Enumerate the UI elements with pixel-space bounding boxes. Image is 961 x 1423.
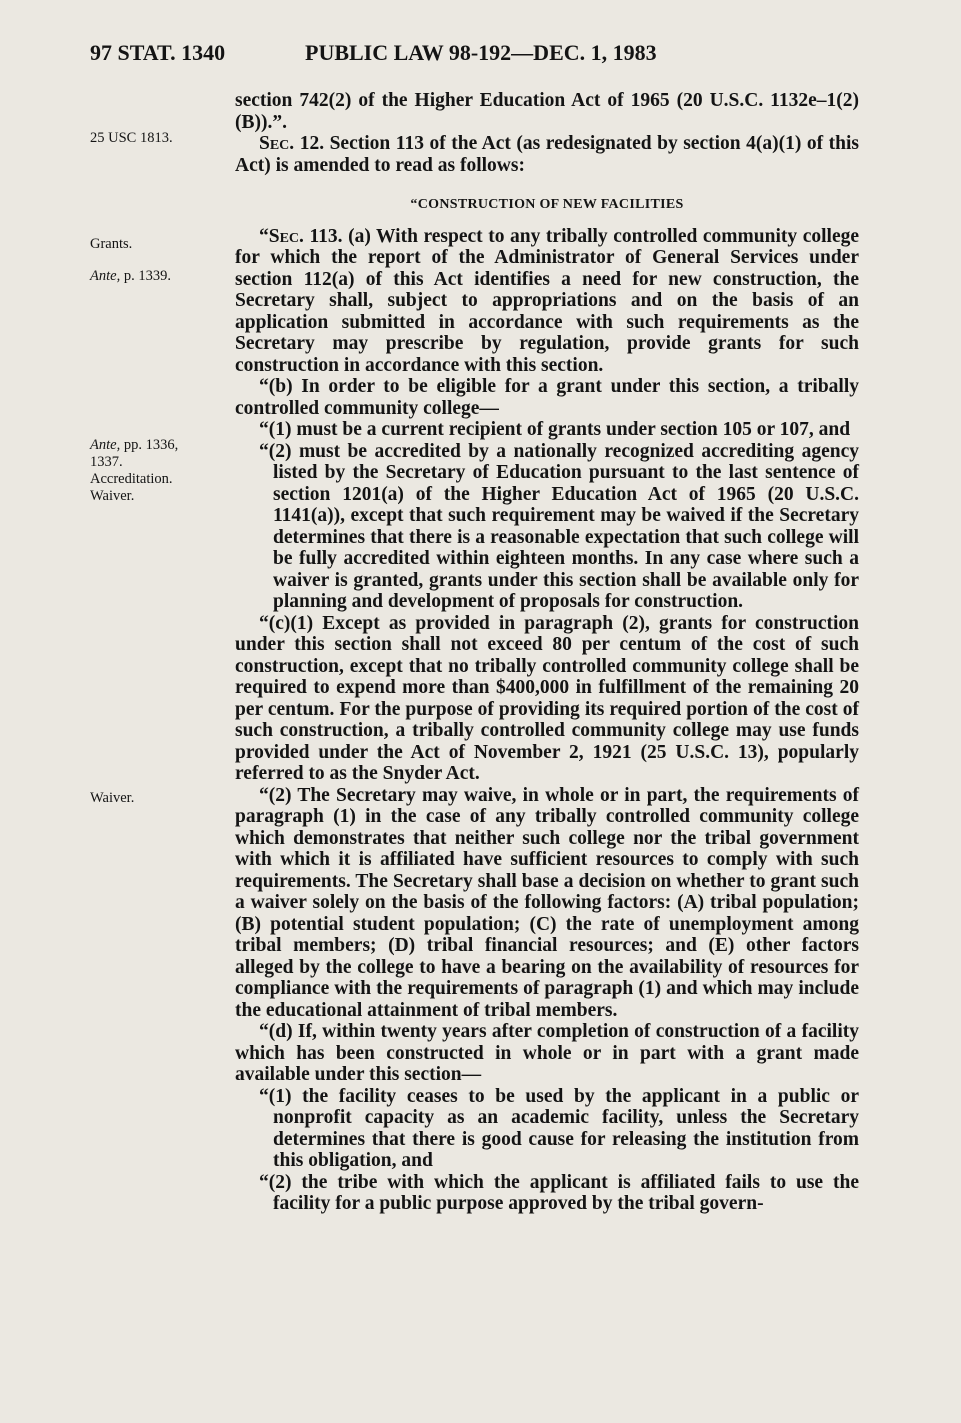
ante-label: Ante, bbox=[90, 268, 121, 284]
margin-note-waiver: Waiver. bbox=[90, 488, 135, 504]
page-header bbox=[90, 40, 861, 70]
margin-note-ante-1339 bbox=[90, 268, 230, 285]
section-text: 113. (a) With respect to any tribally controlled community college for which the report of the Administrator of General Services under section 112(a) of this Act identifies a need for new construction, the Secretary shall, subject to appropriations and on the basis of an application submitted in accordance with such requirements as the Secretary may prescribe by regulation, provide grants for such construction in accordance with this section. bbox=[235, 225, 859, 376]
paragraph-section-12 bbox=[235, 133, 859, 176]
paragraph-b-2: “(2) must be accredited by a nationally recognized accrediting agency listed by the Secretary of Education pursuant to the last sentence of section 1201(a) of the Higher Education Act of 1965 (20 U.S.C. 1141(a)), except that such requirement may be waived if the Secretary determines that there is a reasonable expectation that such college will be fully accredited within eighteen months. In any case where such a waiver is granted, grants under this section shall be available only for planning and development of proposals for construction. bbox=[259, 440, 859, 612]
paragraph-b-1: “(1) must be a current recipient of grants under section 105 or 107, and bbox=[259, 419, 851, 440]
paragraph-c-2: “(2) The Secretary may waive, in whole or in part, the requirements of paragraph (1) in the case of any tribally controlled community college which demonstrates that neither such college nor the tribal government with which it is affiliated have sufficient resources to comply with such requirements. The Secretary shall base a decision on whether to grant such a waiver solely on the basis of the following factors: (A) tribal population; (B) potential student population; (C) the rate of unemployment among tribal members; (D) tribal financial resources; and (E) other factors alleged by the college to have a bearing on the availability of resources for compliance with the requirements of paragraph (1) and which may include the educational attainment of tribal members. bbox=[235, 784, 859, 1021]
section-label: Sec. bbox=[259, 133, 295, 154]
stat-page-number: 97 STAT. 1340 bbox=[90, 40, 226, 65]
paragraph-d-2: “(2) the tribe with which the applicant is affiliated fails to use the facility for a public purpose approved by the tribal govern- bbox=[259, 1171, 859, 1214]
paragraph-b: “(b) In order to be eligible for a grant under this section, a tribally controlled community college— bbox=[235, 376, 859, 419]
section-text: 12. Section 113 of the Act (as redesignated by section 4(a)(1) of this Act) is amended to read as follows: bbox=[235, 133, 859, 176]
ante-ref: pp. 1336, bbox=[123, 437, 179, 453]
statute-body bbox=[235, 90, 859, 1215]
margin-note-waiver-2: Waiver. bbox=[90, 790, 135, 806]
ante-ref: p. 1339. bbox=[123, 268, 171, 284]
margin-note-ante-1336 bbox=[90, 437, 230, 505]
paragraph-section-113-a bbox=[235, 226, 859, 377]
ante-ref-continued: 1337. bbox=[90, 454, 123, 470]
paragraph-d: “(d) If, within twenty years after completion of construction of a facility which has been constructed in whole or in part with a grant made available under this section— bbox=[235, 1021, 859, 1085]
paragraph-c-1: “(c)(1) Except as provided in paragraph (2), grants for construction under this section shall not exceed 80 per centum of the cost of such construction, except that no tribally controlled community college shall be required to expend more than $400,000 in fulfillment of the remaining 20 per centum. For the purpose of providing its required portion of the cost of such construction, a tribally controlled community college may use funds provided under the Act of November 2, 1921 (25 U.S.C. 13), popularly referred to as the Snyder Act. bbox=[235, 612, 859, 784]
public-law-title: PUBLIC LAW 98-192—DEC. 1, 1983 bbox=[305, 40, 657, 65]
paragraph-continuation: section 742(2) of the Higher Education Act of 1965 (20 U.S.C. 1132e–1(2)(B)).”. bbox=[235, 90, 859, 133]
paragraph-d-1: “(1) the facility ceases to be used by the applicant in a public or nonprofit capacity as an academic facility, unless the Secretary determines that there is good cause for releasing the institution from this obligation, and bbox=[259, 1085, 859, 1171]
margin-note-grants: Grants. bbox=[90, 236, 133, 252]
section-label: “Sec. bbox=[259, 225, 304, 247]
margin-note-usc: 25 USC 1813. bbox=[90, 130, 173, 146]
margin-note-accreditation: Accreditation. bbox=[90, 471, 173, 487]
ante-label: Ante, bbox=[90, 437, 121, 453]
section-heading: “CONSTRUCTION OF NEW FACILITIES bbox=[410, 197, 684, 212]
